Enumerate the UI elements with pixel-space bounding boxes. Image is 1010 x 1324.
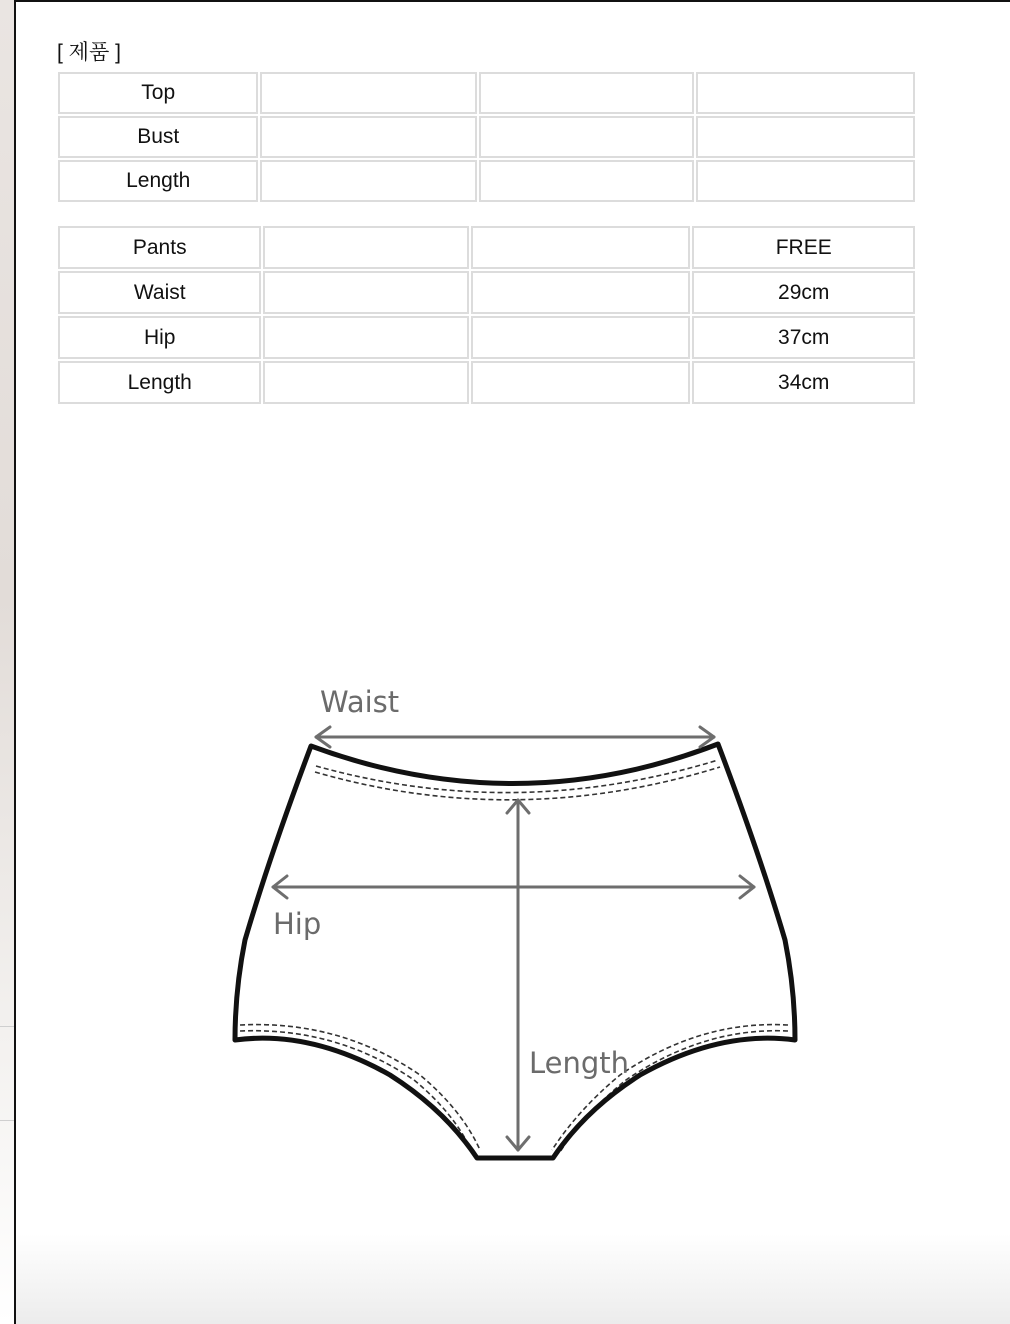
row-label-length: Length xyxy=(58,361,261,404)
size-cell: FREE xyxy=(692,226,915,269)
row-label-waist: Waist xyxy=(58,271,261,314)
product-section-label: [ 제품 ] xyxy=(57,41,121,64)
waist-label: Waist xyxy=(320,685,400,719)
bottom-shadow xyxy=(16,1234,1010,1324)
stitch-lines xyxy=(240,760,788,1152)
hip-label: Hip xyxy=(273,907,322,941)
size-cell: 34cm xyxy=(692,361,915,404)
waist-arrow xyxy=(316,727,714,747)
row-label-hip: Hip xyxy=(58,316,261,359)
row-label-top: Top xyxy=(58,72,258,114)
size-cell: 37cm xyxy=(692,316,915,359)
row-label-bust: Bust xyxy=(58,116,258,158)
length-label: Length xyxy=(529,1046,630,1080)
pants-outline xyxy=(235,744,795,1158)
size-cell: 29cm xyxy=(692,271,915,314)
row-label-pants: Pants xyxy=(58,226,261,269)
row-label-length: Length xyxy=(58,160,258,202)
length-arrow xyxy=(507,800,529,1150)
hip-arrow xyxy=(273,876,754,898)
